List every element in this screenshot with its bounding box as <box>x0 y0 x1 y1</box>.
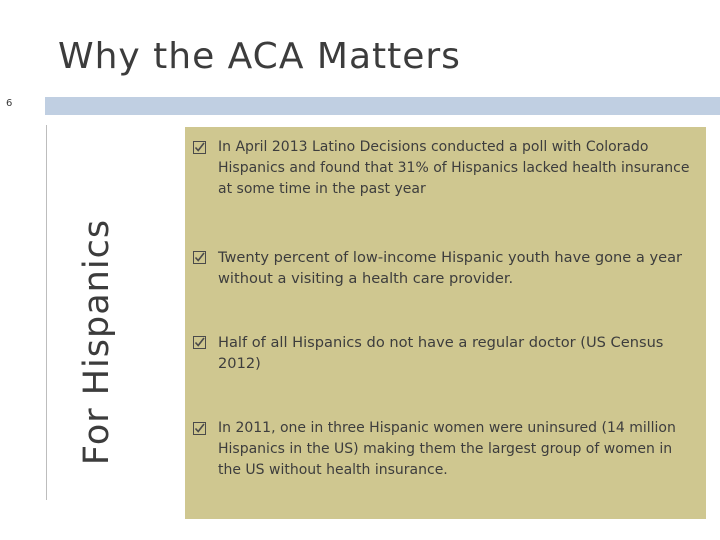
vertical-divider <box>46 125 47 500</box>
bullet-text: In April 2013 Latino Decisions conducted a poll with Colorado Hispanics and found that 31% of Hispanics lacked health insurance at some time in the past year <box>218 139 690 197</box>
sidebar-title: For Hispanics <box>77 218 117 466</box>
slide-title: Why the ACA Matters <box>58 36 461 77</box>
checkbox-checked-icon <box>193 141 206 154</box>
bullet-item <box>193 332 699 374</box>
checkbox-checked-icon <box>193 422 206 435</box>
bullet-text: Half of all Hispanics do not have a regular doctor (US Census 2012) <box>218 334 664 372</box>
slide-number: 6 <box>6 98 13 109</box>
header-bar <box>45 97 720 115</box>
checkbox-checked-icon <box>193 336 206 349</box>
bullet-item <box>193 247 699 289</box>
bullet-text: Twenty percent of low-income Hispanic youth have gone a year without a visiting a health care provider. <box>218 249 683 287</box>
bullet-item <box>193 137 699 200</box>
bullet-item <box>193 418 699 481</box>
content-box <box>185 127 706 519</box>
bullet-text: In 2011, one in three Hispanic women were uninsured (14 million Hispanics in the US) making them the largest group of women in the US without health insurance. <box>218 420 676 478</box>
checkbox-checked-icon <box>193 251 206 264</box>
